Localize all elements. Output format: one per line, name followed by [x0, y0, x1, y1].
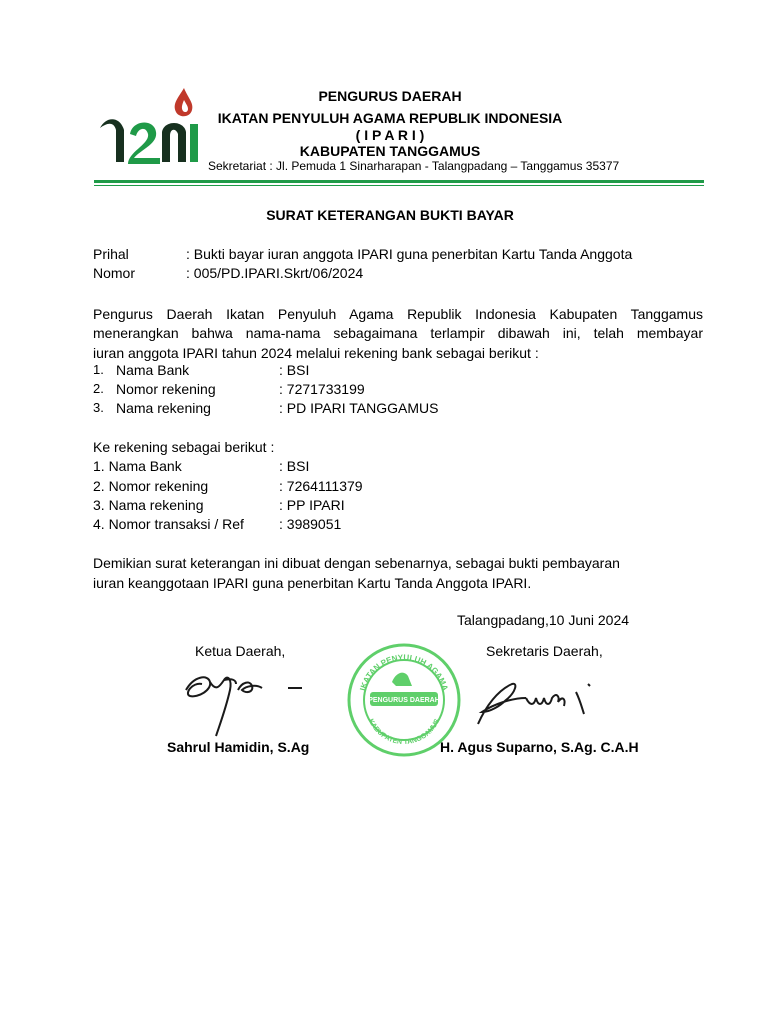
to-item-label: 2. Nomor rekening [93, 478, 209, 494]
closing-line-2: iuran keanggotaan IPARI guna penerbitan Kartu Tanda Anggota IPARI. [93, 575, 532, 591]
svg-text:IKATAN PENYULUH AGAMA [358, 653, 450, 692]
right-signature [472, 676, 598, 730]
stamp-middle-text: PENGURUS DAERAH [368, 697, 440, 704]
nomor-label: Nomor [93, 265, 136, 281]
right-signatory-name: H. Agus Suparno, S.Ag. C.A.H [440, 739, 639, 755]
from-item-label: Nomor rekening [116, 381, 216, 397]
to-item-value: : 3989051 [279, 516, 342, 532]
left-signatory-name: Sahrul Hamidin, S.Ag [167, 739, 310, 755]
intro-line-2: menerangkan bahwa nama-nama sebagaimana terlampir dibawah ini, telah membayar [93, 325, 703, 341]
from-item-label: Nama rekening [116, 400, 211, 416]
header-line-4: KABUPATEN TANGGAMUS [299, 143, 481, 159]
to-item-label: 1. Nama Bank [93, 458, 182, 474]
document-title: SURAT KETERANGAN BUKTI BAYAR [266, 207, 514, 223]
intro-line-3: iuran anggota IPARI tahun 2024 melalui rekening bank sebagai berikut : [93, 345, 539, 361]
header-line-1: PENGURUS DAERAH [318, 88, 462, 104]
from-item-label: Nama Bank [116, 362, 190, 378]
from-item-value: : 7271733199 [279, 381, 365, 397]
header-rule-thick [94, 180, 704, 183]
stamp-bottom-text: KABUPATEN TANGGAMUS [366, 717, 442, 747]
from-item-num: 1. [93, 362, 104, 377]
to-item-label: 3. Nama rekening [93, 497, 204, 513]
nomor-value: : 005/PD.IPARI.Skrt/06/2024 [186, 265, 364, 281]
header-address: Sekretariat : Jl. Pemuda 1 Sinarharapan - Talangpadang – Tanggamus 35377 [208, 159, 620, 173]
to-item-value: : BSI [279, 458, 310, 474]
place-date: Talangpadang,10 Juni 2024 [457, 612, 630, 628]
from-item-num: 2. [93, 381, 104, 396]
stamp-top-text: IKATAN PENYULUH AGAMA [358, 652, 450, 692]
left-signatory-title: Ketua Daerah, [195, 643, 286, 659]
to-item-label: 4. Nomor transaksi / Ref [93, 516, 244, 532]
left-signature [180, 668, 310, 740]
from-item-value: : BSI [279, 362, 310, 378]
svg-text:KABUPATEN TANGGAMUS [367, 718, 441, 746]
right-signatory-title: Sekretaris Daerah, [486, 643, 603, 659]
prihal-value: : Bukti bayar iuran anggota IPARI guna penerbitan Kartu Tanda Anggota [186, 246, 633, 262]
to-intro: Ke rekening sebagai berikut : [93, 439, 275, 455]
header-line-2: IKATAN PENYULUH AGAMA REPUBLIK INDONESIA [217, 110, 563, 126]
closing-line-1: Demikian surat keterangan ini dibuat dengan sebenarnya, sebagai bukti pembayaran [93, 555, 620, 571]
header-rule-thin [94, 185, 704, 186]
to-item-value: : 7264111379 [279, 478, 363, 494]
from-item-value: : PD IPARI TANGGAMUS [279, 400, 439, 416]
from-item-num: 3. [93, 400, 104, 415]
prihal-label: Prihal [93, 246, 129, 262]
intro-line-1: Pengurus Daerah Ikatan Penyuluh Agama Republik Indonesia Kabupaten Tanggamus [93, 306, 703, 322]
header-line-3: ( I P A R I ) [355, 127, 425, 143]
to-item-value: : PP IPARI [279, 497, 345, 513]
